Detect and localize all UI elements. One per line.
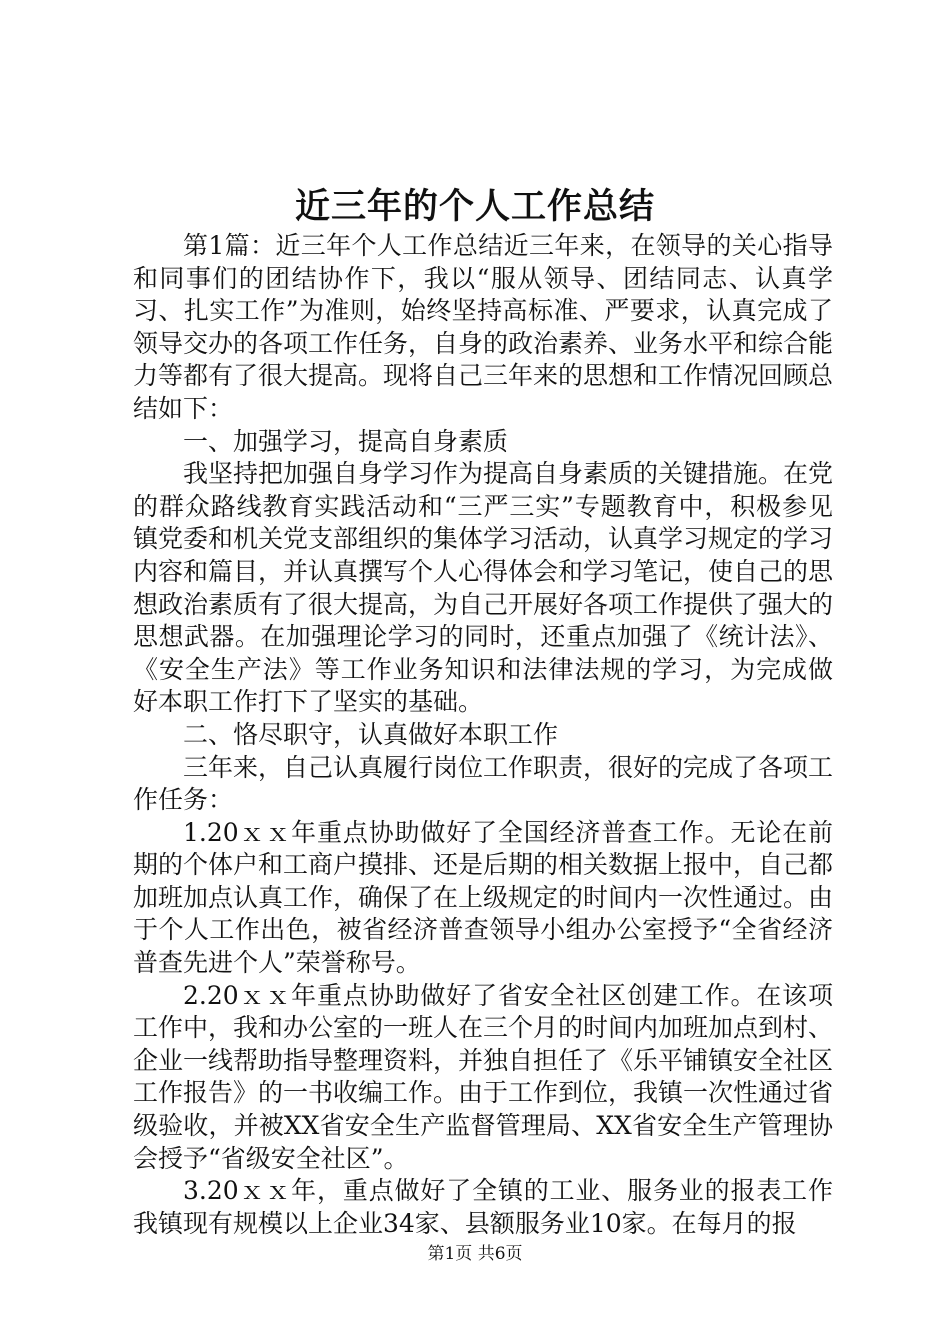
document-title: 近三年的个人工作总结 bbox=[294, 186, 655, 227]
document-body bbox=[133, 230, 833, 1240]
paragraph-item-3: 3.20ｘｘ年，重点做好了全镇的工业、服务业的报表工作我镇现有规模以上企业34家、县额服务业10家。在每月的报 bbox=[133, 1176, 833, 1238]
paragraph-item-2: 2.20ｘｘ年重点协助做好了省安全社区创建工作。在该项工作中，我和办公室的一班人在三个月的时间内加班加点到村、企业一线帮助指导整理资料，并独自担任了《乐平铺镇安全社区工作报告》的一书收编工作。由于工作到位，我镇一次性通过省级验收，并被XX省安全生产监督管理局、XX省安全生产管理协会授予“省级安全社区”。 bbox=[133, 980, 834, 1173]
page-footer bbox=[0, 1242, 950, 1266]
section-heading-1: 一、加强学习，提高自身素质 bbox=[183, 426, 509, 456]
page-number: 第1页 bbox=[427, 1244, 473, 1264]
paragraph-intro: 第1篇：近三年个人工作总结近三年来，在领导的关心指导和同事们的团结协作下，我以“服从领导、团结同志、认真学习、扎实工作”为准则，始终坚持高标准、严要求，认真完成了领导交办的各项工作任务，自身的政治素养、业务水平和综合能力等都有了很大提高。现将自己三年来的思想和工作情况回顾总结如下： bbox=[133, 231, 834, 423]
section-heading-2: 二、恪尽职守，认真做好本职工作 bbox=[183, 719, 559, 749]
paragraph-duties: 三年来，自己认真履行岗位工作职责，很好的完成了各项工作任务： bbox=[133, 752, 834, 815]
page-total: 共6页 bbox=[477, 1244, 523, 1264]
paragraph-item-1: 1.20ｘｘ年重点协助做好了全国经济普查工作。无论在前期的个体户和工商户摸排、还是后期的相关数据上报中，自己都加班加点认真工作，确保了在上级规定的时间内一次性通过。由于个人工作出色，被省经济普查领导小组办公室授予“全省经济普查先进个人”荣誉称号。 bbox=[133, 817, 834, 978]
paragraph-study: 我坚持把加强自身学习作为提高自身素质的关键措施。在党的群众路线教育实践活动和“三严三实”专题教育中，积极参见镇党委和机关党支部组织的集体学习活动，认真学习规定的学习内容和篇目，并认真撰写个人心得体会和学习笔记，使自己的思想政治素质有了很大提高，为自己开展好各项工作提供了强大的思想武器。在加强理论学习的同时，还重点加强了《统计法》、《安全生产法》等工作业务知识和法律法规的学习，为完成做好本职工作打下了坚实的基础。 bbox=[133, 459, 834, 717]
